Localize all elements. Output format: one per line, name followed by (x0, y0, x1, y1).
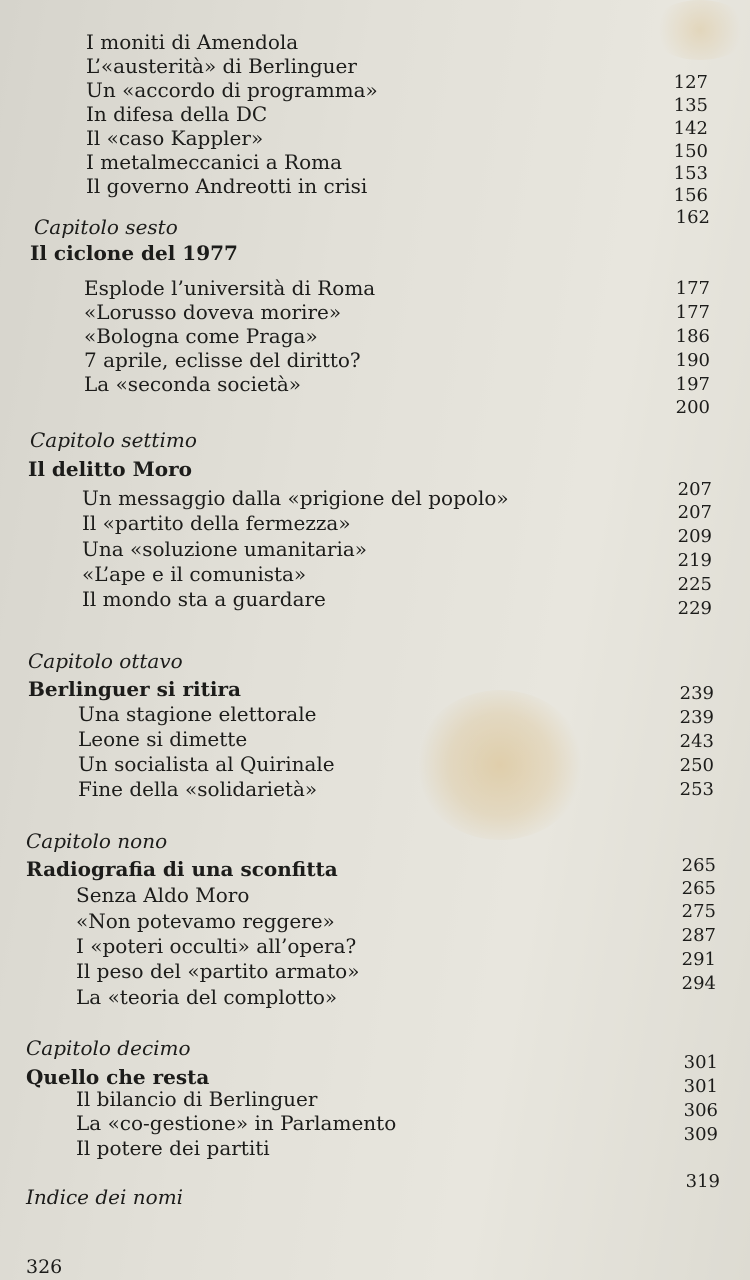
toc-entry: Esplode l’università di Roma (84, 276, 376, 300)
toc-entry: «Non potevamo reggere» (76, 909, 335, 933)
page-number: 301 (683, 1052, 718, 1073)
page-number: 190 (675, 350, 710, 371)
page-number: 219 (677, 550, 712, 571)
toc-entry: Senza Aldo Moro (76, 883, 250, 907)
toc-entry: La «teoria del complotto» (76, 985, 338, 1009)
toc-entry: Il mondo sta a guardare (82, 587, 326, 611)
page-number: 200 (675, 397, 710, 418)
page-number: 250 (679, 755, 714, 776)
page-number: 309 (683, 1124, 718, 1145)
page-number: 162 (675, 207, 710, 228)
page-number: 229 (677, 598, 712, 619)
chapter-label: Capitolo ottavo (28, 649, 183, 673)
page-number: 239 (679, 707, 714, 728)
page-number: 186 (675, 326, 710, 347)
page-number: 239 (679, 683, 714, 704)
toc-entry: Fine della «solidarietà» (78, 777, 318, 801)
chapter-label: Capitolo decimo (26, 1036, 191, 1060)
paper-stain (415, 690, 585, 840)
toc-entry: In difesa della DC (86, 102, 268, 126)
page-number: 209 (677, 526, 712, 547)
paper-stain (650, 0, 750, 60)
chapter-title: Il delitto Moro (28, 457, 192, 481)
chapter-label: Capitolo nono (26, 829, 168, 853)
toc-entry: Una stagione elettorale (78, 702, 317, 726)
toc-entry: I moniti di Amendola (86, 30, 299, 54)
page-number: 177 (675, 278, 710, 299)
toc-entry: Un «accordo di programma» (86, 78, 378, 102)
toc-entry: L’«austerità» di Berlinguer (86, 54, 357, 78)
page-number: 301 (683, 1076, 718, 1097)
page-number: 275 (681, 901, 716, 922)
page-number: 225 (677, 574, 712, 595)
page-number: 291 (681, 949, 716, 970)
page-number: 135 (673, 95, 708, 116)
toc-entry: Il «partito della fermezza» (82, 511, 351, 535)
chapter-label: Capitolo sesto (34, 215, 178, 239)
page-number: 287 (681, 925, 716, 946)
page-number: 127 (673, 72, 708, 93)
page-number: 150 (673, 141, 708, 162)
chapter-title: Quello che resta (26, 1065, 210, 1089)
page-number: 156 (673, 185, 708, 206)
toc-entry: Il «caso Kappler» (86, 126, 264, 150)
page-number: 306 (683, 1100, 718, 1121)
page-number: 153 (673, 163, 708, 184)
toc-entry: Una «soluzione umanitaria» (82, 537, 368, 561)
folio-page-number: 326 (26, 1256, 63, 1278)
page-number: 177 (675, 302, 710, 323)
toc-entry: «Bologna come Praga» (84, 324, 318, 348)
page-number: 207 (677, 502, 712, 523)
toc-entry: Il bilancio di Berlinguer (76, 1087, 318, 1111)
toc-entry: «L’ape e il comunista» (82, 562, 307, 586)
page-number: 197 (675, 374, 710, 395)
page-number: 142 (673, 118, 708, 139)
toc-entry: Il potere dei partiti (76, 1136, 270, 1160)
toc-entry: 7 aprile, eclisse del diritto? (84, 348, 361, 372)
page-number: 243 (679, 731, 714, 752)
toc-entry: I metalmeccanici a Roma (86, 150, 343, 174)
chapter-title: Berlinguer si ritira (28, 677, 241, 701)
page-number: 207 (677, 479, 712, 500)
toc-entry: «Lorusso doveva morire» (84, 300, 342, 324)
chapter-label: Indice dei nomi (26, 1185, 184, 1209)
toc-entry: Il peso del «partito armato» (76, 959, 360, 983)
page-number: 319 (685, 1171, 720, 1192)
toc-entry: Il governo Andreotti in crisi (86, 174, 368, 198)
chapter-title: Radiografia di una sconfitta (26, 857, 338, 881)
toc-entry: Leone si dimette (78, 727, 248, 751)
page-number: 265 (681, 855, 716, 876)
toc-entry: Un messaggio dalla «prigione del popolo» (82, 486, 509, 510)
page-number: 253 (679, 779, 714, 800)
toc-entry: Un socialista al Quirinale (78, 752, 335, 776)
page-number: 294 (681, 973, 716, 994)
toc-entry: La «co-gestione» in Parlamento (76, 1111, 397, 1135)
toc-entry: La «seconda società» (84, 372, 302, 396)
chapter-title: Il ciclone del 1977 (30, 241, 238, 265)
chapter-label: Capitolo settimo (30, 428, 197, 452)
page-number: 265 (681, 878, 716, 899)
toc-entry: I «poteri occulti» all’opera? (76, 934, 357, 958)
